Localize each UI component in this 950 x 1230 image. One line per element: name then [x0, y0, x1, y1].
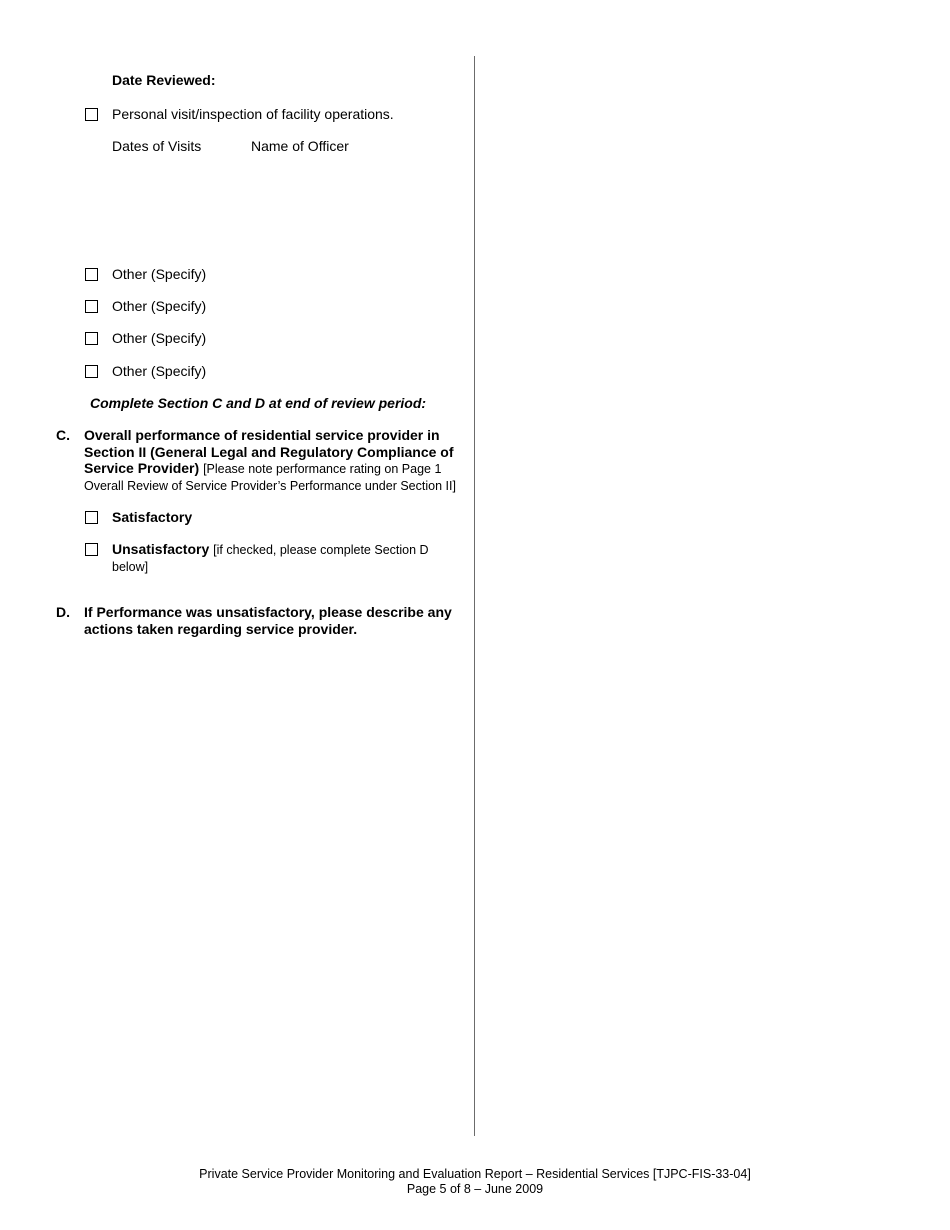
footer-page-number: Page 5 of 8 – June 2009 — [406, 1182, 544, 1196]
date-reviewed-label: Date Reviewed: — [112, 72, 216, 88]
other-label-3: Other (Specify) — [112, 330, 207, 346]
personal-visit-label: Personal visit/inspection of facility operations. — [112, 106, 394, 122]
section-d-text: If Performance was unsatisfactory, please describe any actions taken regarding service provider. — [84, 604, 452, 637]
column-divider — [474, 56, 475, 1136]
section-instruction: Complete Section C and D at end of review period: — [90, 395, 427, 411]
other-label-1: Other (Specify) — [112, 266, 207, 282]
unsatisfactory-checkbox[interactable] — [85, 543, 98, 556]
unsatisfactory-option — [112, 541, 447, 575]
section-c-heading: Overall performance of residential service provider in Section II (General Legal and Regulatory Compliance of Service Provider) — [84, 427, 454, 476]
other-checkbox-2[interactable] — [85, 300, 98, 313]
other-label-2: Other (Specify) — [112, 298, 207, 314]
personal-visit-checkbox[interactable] — [85, 108, 98, 121]
name-of-officer-header: Name of Officer — [251, 138, 349, 154]
section-c-letter: C. — [56, 427, 70, 443]
footer-title: Private Service Provider Monitoring and Evaluation Report – Residential Services [TJPC-FIS-33-04] — [199, 1167, 751, 1181]
other-label-4: Other (Specify) — [112, 363, 207, 379]
other-checkbox-4[interactable] — [85, 365, 98, 378]
other-checkbox-3[interactable] — [85, 332, 98, 345]
section-c-note: [Please note performance rating on Page 1 Overall Review of Service Provider’s Performance under Section II] — [84, 462, 456, 493]
satisfactory-label: Satisfactory — [112, 509, 193, 525]
other-checkbox-1[interactable] — [85, 268, 98, 281]
satisfactory-checkbox[interactable] — [85, 511, 98, 524]
section-c-text — [84, 427, 460, 494]
unsatisfactory-label: Unsatisfactory — [112, 541, 210, 557]
unsatisfactory-note: [if checked, please complete Section D below] — [112, 543, 429, 574]
dates-of-visits-header: Dates of Visits — [112, 138, 202, 154]
section-d-letter: D. — [56, 604, 70, 620]
